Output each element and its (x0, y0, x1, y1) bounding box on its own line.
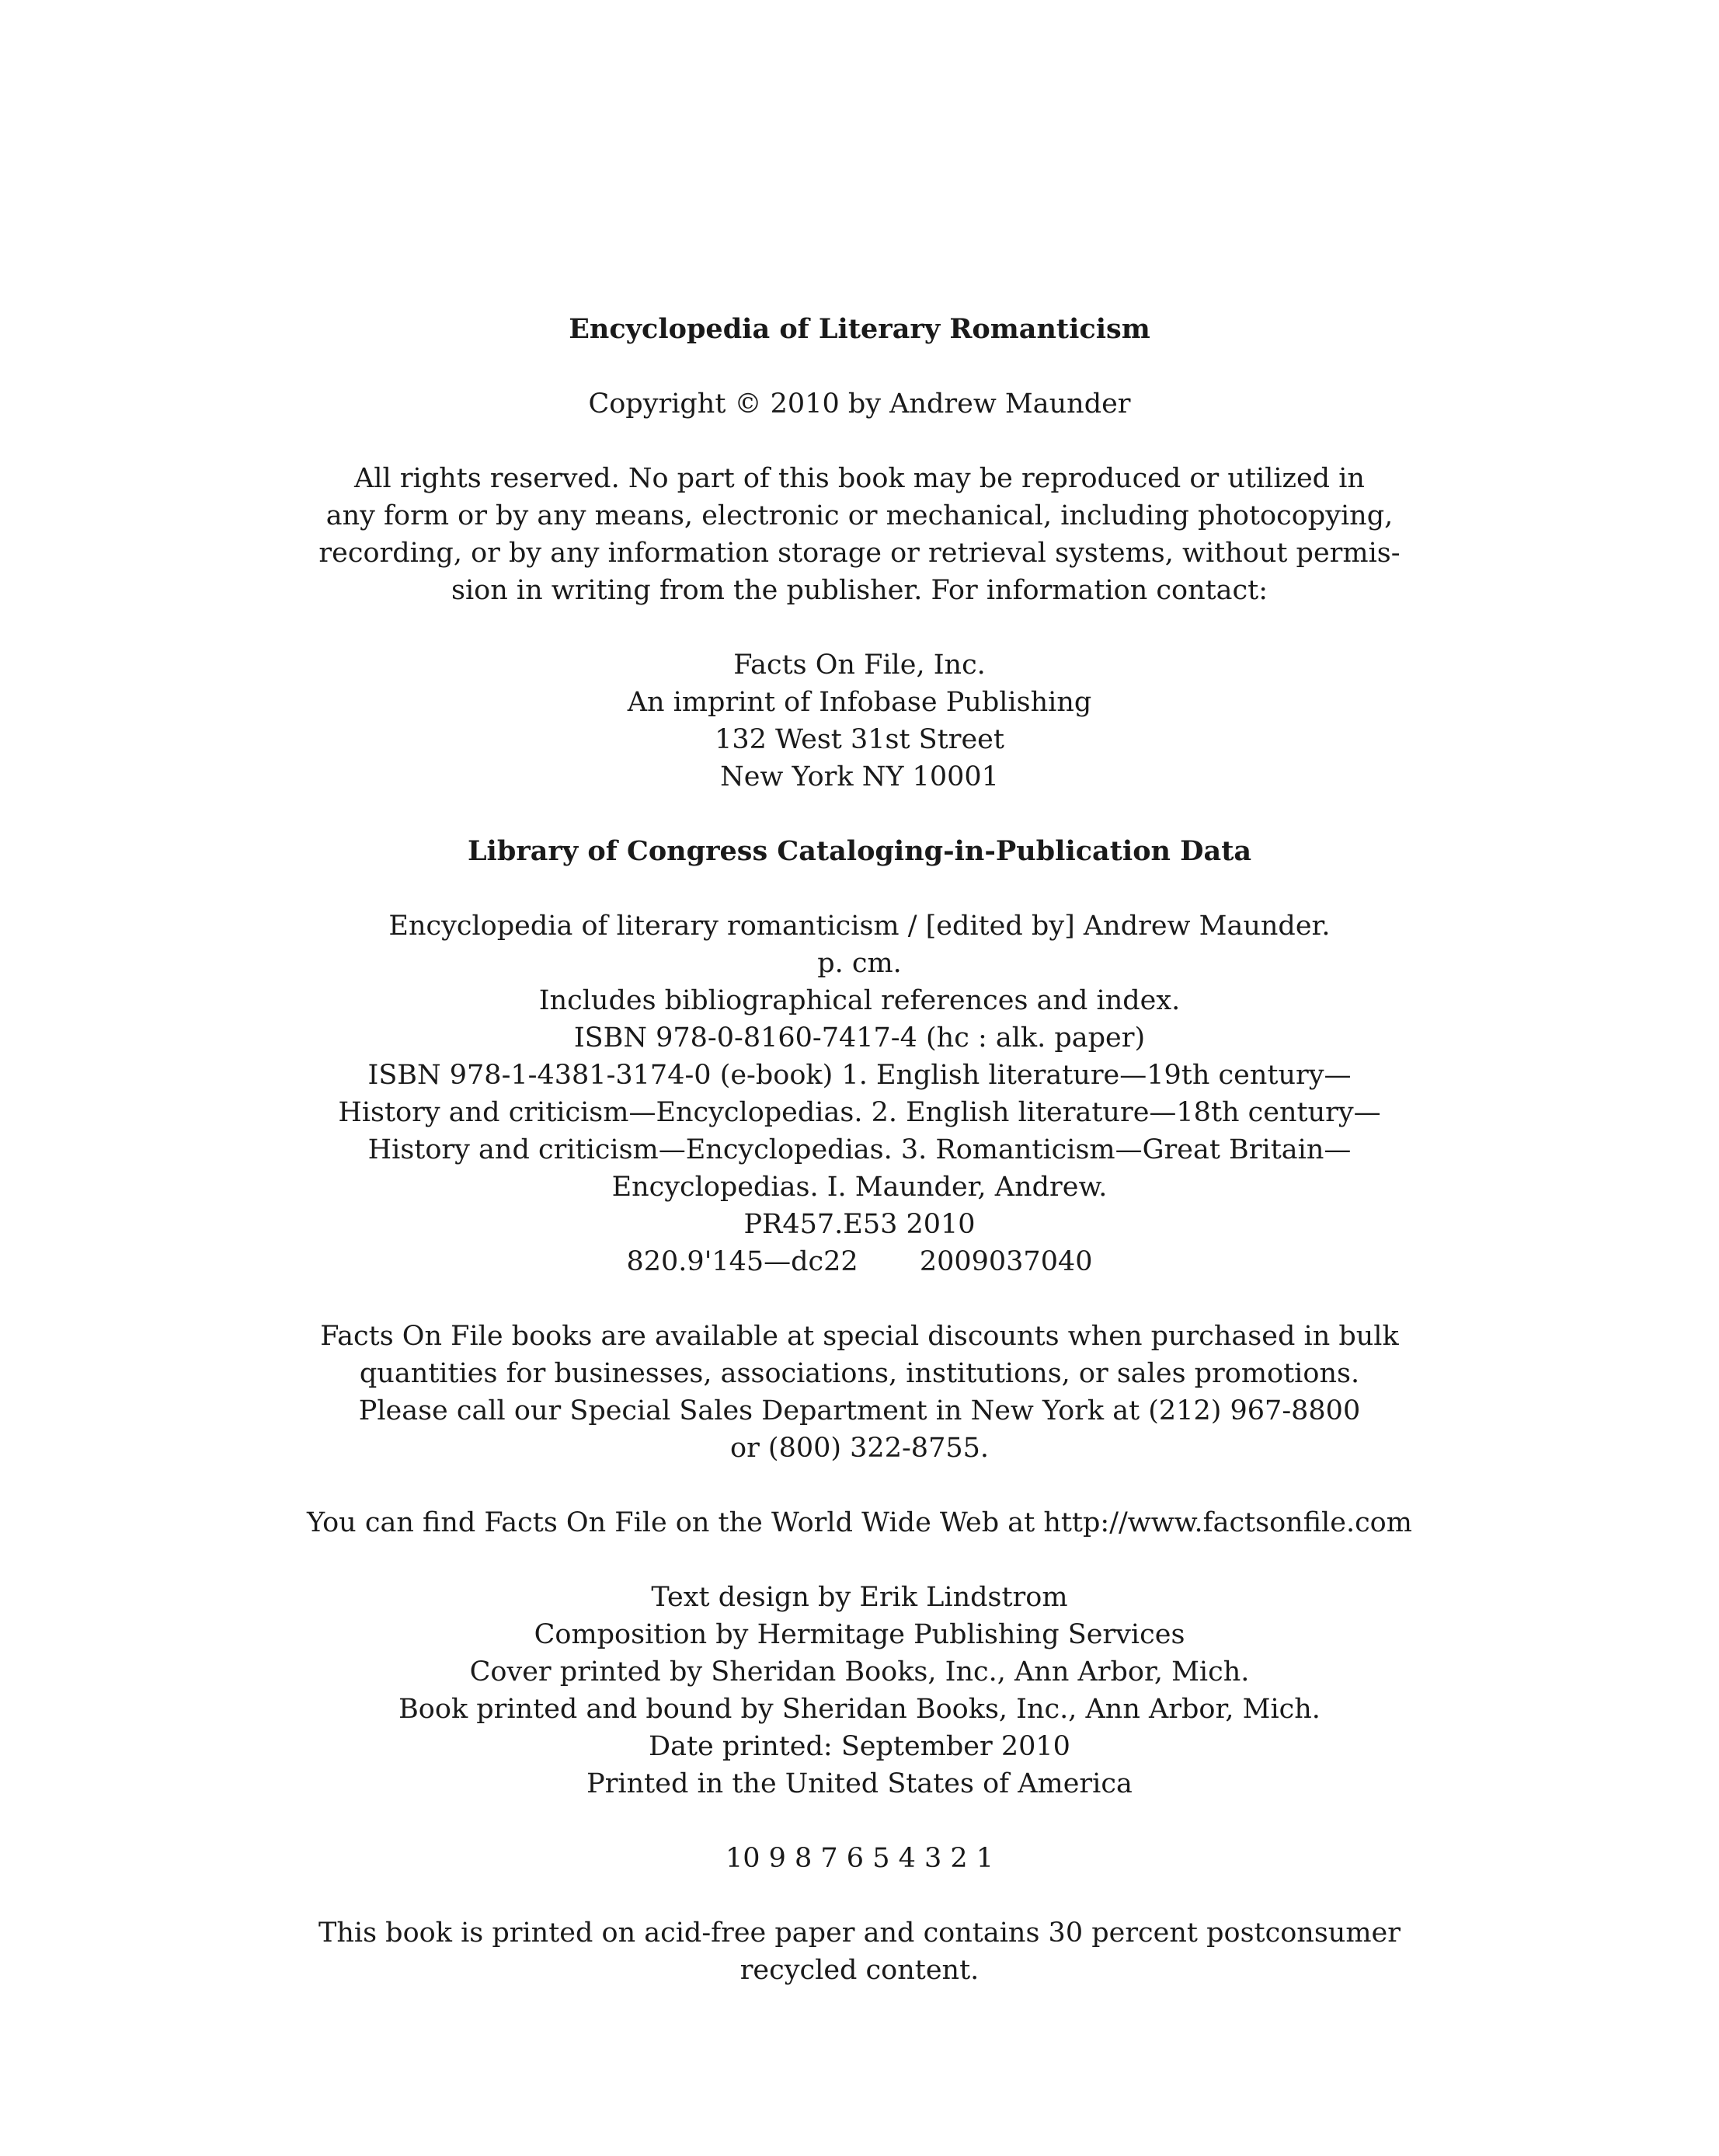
cip-line: Includes bibliographical references and index. (538, 985, 1181, 1016)
cip-line: p. cm. (817, 948, 902, 979)
rights-line: All rights reserved. No part of this book may be reproduced or utilized in (354, 463, 1365, 494)
book-title: Encyclopedia of Literary Romanticism (569, 313, 1150, 345)
credit-line: Composition by Hermitage Publishing Services (534, 1619, 1185, 1650)
cip-lccn: 2009037040 (919, 1246, 1093, 1277)
publisher-address (0, 646, 1719, 796)
credit-line: Book printed and bound by Sheridan Books, Inc., Ann Arbor, Mich. (398, 1694, 1321, 1725)
rights-line: sion in writing from the publisher. For information contact: (451, 575, 1268, 606)
production-credits (0, 1579, 1719, 1802)
sales-line: quantities for businesses, associations, institutions, or sales promotions. (359, 1358, 1360, 1389)
cip-line: History and criticism—Encyclopedias. 2. English literature—18th century— (338, 1097, 1381, 1128)
paper-line: recycled content. (739, 1955, 980, 1986)
copyright-line: Copyright © 2010 by Andrew Maunder (588, 388, 1131, 420)
publisher-line: An imprint of Infobase Publishing (627, 687, 1092, 718)
cip-line: History and criticism—Encyclopedias. 3. Romanticism—Great Britain— (367, 1134, 1352, 1165)
credit-line: Printed in the United States of America (586, 1768, 1133, 1799)
rights-line: recording, or by any information storage or retrieval systems, without permis- (318, 538, 1401, 569)
sales-line: Please call our Special Sales Department in New York at (212) 967-8800 (358, 1395, 1361, 1426)
credit-line: Cover printed by Sheridan Books, Inc., Ann Arbor, Mich. (469, 1656, 1250, 1688)
rights-statement (0, 460, 1719, 609)
cip-line: ISBN 978-0-8160-7417-4 (hc : alk. paper) (573, 1022, 1146, 1054)
printing-number-line: 10 9 8 7 6 5 4 3 2 1 (725, 1843, 994, 1874)
cip-heading: Library of Congress Cataloging-in-Publication Data (467, 835, 1252, 867)
cip-classification: 820.9'145—dc22 (626, 1246, 858, 1277)
sales-line: Facts On File books are available at special discounts when purchased in bulk (320, 1321, 1399, 1352)
publisher-line: 132 West 31st Street (715, 724, 1004, 755)
paper-line: This book is printed on acid-free paper and contains 30 percent postconsumer (318, 1917, 1401, 1949)
copyright-page (0, 311, 1719, 1989)
rights-line: any form or by any means, electronic or mechanical, including photocopying, (325, 500, 1394, 531)
cip-line: PR457.E53 2010 (743, 1209, 976, 1240)
credit-line: Text design by Erik Lindstrom (651, 1582, 1068, 1613)
cip-data (0, 907, 1719, 1280)
cip-line: Encyclopedias. I. Maunder, Andrew. (611, 1172, 1108, 1203)
cip-line: Encyclopedia of literary romanticism / [edited by] Andrew Maunder. (388, 911, 1331, 942)
website-line: You can find Facts On File on the World Wide Web at http://www.factsonfile.com (307, 1507, 1412, 1538)
publisher-line: Facts On File, Inc. (733, 650, 986, 681)
paper-statement (0, 1914, 1719, 1989)
sales-line: or (800) 322-8755. (730, 1433, 989, 1464)
publisher-line: New York NY 10001 (720, 761, 999, 792)
special-sales (0, 1318, 1719, 1467)
cip-line: ISBN 978-1-4381-3174-0 (e-book) 1. English literature—19th century— (367, 1060, 1352, 1091)
cip-class-row (0, 1243, 1719, 1280)
credit-line: Date printed: September 2010 (649, 1731, 1070, 1762)
